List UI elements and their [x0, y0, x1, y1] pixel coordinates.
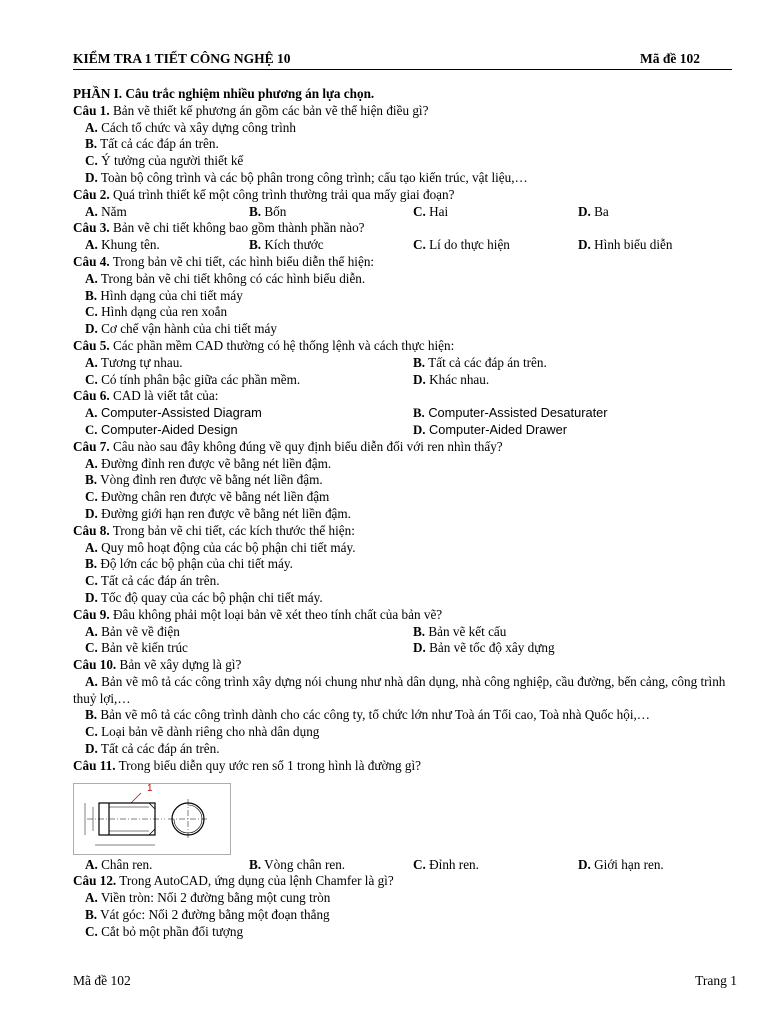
option-6b: B. Computer-Assisted Desaturater — [413, 405, 608, 421]
option-5b: B. Tất cả các đáp án trên. — [413, 354, 547, 370]
option-12b: B. Vát góc: Nối 2 đường bằng một đoạn thẳng — [85, 907, 330, 923]
question-3: Câu 3. Bản vẽ chi tiết không bao gồm thành phần nào? — [73, 220, 365, 236]
options-9-row2 — [73, 640, 733, 657]
option-3d: D. Hình biểu diễn — [578, 237, 673, 253]
option-4c: C. Hình dạng của ren xoắn — [85, 304, 228, 320]
options-3 — [73, 237, 733, 254]
question-6: Câu 6. CAD là viết tắt của: — [73, 388, 219, 404]
option-7b: B. Vòng đỉnh ren được vẽ bằng nét liền đậm. — [85, 472, 323, 488]
options-2 — [73, 204, 733, 221]
figure-label: 1 — [147, 782, 153, 794]
option-7c: C. Đường chân ren được vẽ bằng nét liền đậm — [85, 489, 330, 505]
part-title: PHẦN I. Câu trắc nghiệm nhiều phương án lựa chọn. — [73, 86, 375, 101]
exam-code: Mã đề 102 — [640, 51, 700, 66]
question-1: Câu 1. Bản vẽ thiết kế phương án gồm các bản vẽ thể hiện điều gì? — [73, 102, 429, 118]
option-2a: A. Năm — [85, 203, 127, 219]
option-9b: B. Bản vẽ kết cấu — [413, 623, 507, 639]
question-2: Câu 2. Quá trình thiết kế một công trình thường trải qua mấy giai đoạn? — [73, 186, 455, 202]
page-number: Trang 1 — [695, 973, 737, 988]
options-11 — [73, 857, 733, 874]
option-1b: B. Tất cả các đáp án trên. — [85, 136, 219, 152]
question-10: Câu 10. Bản vẽ xây dựng là gì? — [73, 657, 242, 673]
option-2d: D. Ba — [578, 203, 609, 219]
exam-content — [73, 86, 733, 941]
option-11d: D. Giới hạn ren. — [578, 856, 664, 872]
option-10c: C. Loại bản vẽ dành riêng cho nhà dân dụng — [85, 724, 320, 740]
page-footer — [73, 973, 737, 989]
question-7: Câu 7. Câu nào sau đây không đúng về quy định biểu diễn đối với ren nhìn thấy? — [73, 438, 503, 454]
question-9: Câu 9. Đâu không phải một loại bản vẽ xét theo tính chất của bản vẽ? — [73, 606, 443, 622]
option-9c: C. Bản vẽ kiến trúc — [85, 640, 188, 656]
options-5-row2 — [73, 372, 733, 389]
question-11: Câu 11. Trong biểu diễn quy ước ren số 1 trong hình là đường gì? — [73, 757, 422, 773]
option-10a: A. Bản vẽ mô tả các công trình xây dựng nói chung như nhà dân dụng, nhà công nghiệp, cầu đường, bến cảng, công trình thuỷ lợi,… — [73, 673, 726, 706]
options-6-row1 — [73, 405, 733, 422]
footer-exam-code: Mã đề 102 — [73, 973, 131, 988]
option-8c: C. Tất cả các đáp án trên. — [85, 573, 220, 589]
option-1a: A. Cách tổ chức và xây dựng công trình — [85, 119, 296, 135]
option-1c: C. Ý tưởng của người thiết kế — [85, 153, 244, 169]
option-6d: D. Computer-Aided Drawer — [413, 421, 567, 437]
option-11a: A. Chân ren. — [85, 856, 153, 872]
page-header — [73, 51, 732, 70]
option-8a: A. Quy mô hoạt động của các bộ phận chi tiết máy. — [85, 539, 356, 555]
option-6a: A. Computer-Assisted Diagram — [85, 405, 262, 421]
option-12a: A. Viền tròn: Nối 2 đường bằng một cung tròn — [85, 890, 331, 906]
option-5c: C. Có tính phân bậc giữa các phần mềm. — [85, 371, 301, 387]
option-10b: B. Bản vẽ mô tả các công trình dành cho các công ty, tổ chức lớn như Toà án Tối cao, Toà nhà Quốc hội,… — [85, 707, 650, 723]
question-4: Câu 4. Trong bản vẽ chi tiết, các hình biểu diễn thể hiện: — [73, 253, 375, 269]
option-8b: B. Độ lớn các bộ phận của chi tiết máy. — [85, 556, 293, 572]
option-5a: A. Tương tự nhau. — [85, 354, 183, 370]
question-8: Câu 8. Trong bản vẽ chi tiết, các kích thước thể hiện: — [73, 522, 355, 538]
option-9a: A. Bản vẽ về điện — [85, 623, 180, 639]
thread-figure — [73, 783, 733, 855]
option-6c: C. Computer-Aided Design — [85, 421, 238, 437]
option-1d: D. Toàn bộ công trình và các bộ phân trong công trình; cấu tạo kiến trúc, vật liệu,… — [85, 169, 528, 185]
options-6-row2 — [73, 422, 733, 439]
options-9-row1 — [73, 624, 733, 641]
option-4d: D. Cơ chế vận hành của chi tiết máy — [85, 321, 277, 337]
option-9d: D. Bản vẽ tốc độ xây dựng — [413, 640, 555, 656]
option-5d: D. Khác nhau. — [413, 371, 490, 387]
option-2b: B. Bốn — [249, 203, 287, 219]
option-11c: C. Đỉnh ren. — [413, 856, 479, 872]
exam-title: KIỂM TRA 1 TIẾT CÔNG NGHỆ 10 — [73, 51, 291, 66]
option-4b: B. Hình dạng của chi tiết máy — [85, 287, 243, 303]
option-8d: D. Tốc độ quay của các bộ phận chi tiết máy. — [85, 589, 323, 605]
option-3b: B. Kích thước — [249, 237, 324, 253]
option-3a: A. Khung tên. — [85, 237, 160, 253]
question-5: Câu 5. Các phần mềm CAD thường có hệ thống lệnh và cách thực hiện: — [73, 337, 455, 353]
option-2c: C. Hai — [413, 203, 449, 219]
option-7a: A. Đường đỉnh ren được vẽ bằng nét liền đậm. — [85, 455, 332, 471]
option-10d: D. Tất cả các đáp án trên. — [85, 741, 220, 757]
option-7d: D. Đường giới hạn ren được vẽ bằng nét liền đậm. — [85, 505, 351, 521]
option-3c: C. Lí do thực hiện — [413, 237, 510, 253]
question-12: Câu 12. Trong AutoCAD, ứng dụng của lệnh Chamfer là gì? — [73, 873, 394, 889]
options-5-row1 — [73, 355, 733, 372]
option-4a: A. Trong bản vẽ chi tiết không có các hình biểu diễn. — [85, 270, 366, 286]
option-11b: B. Vòng chân ren. — [249, 856, 346, 872]
option-12c: C. Cắt bỏ một phần đối tượng — [85, 923, 244, 939]
